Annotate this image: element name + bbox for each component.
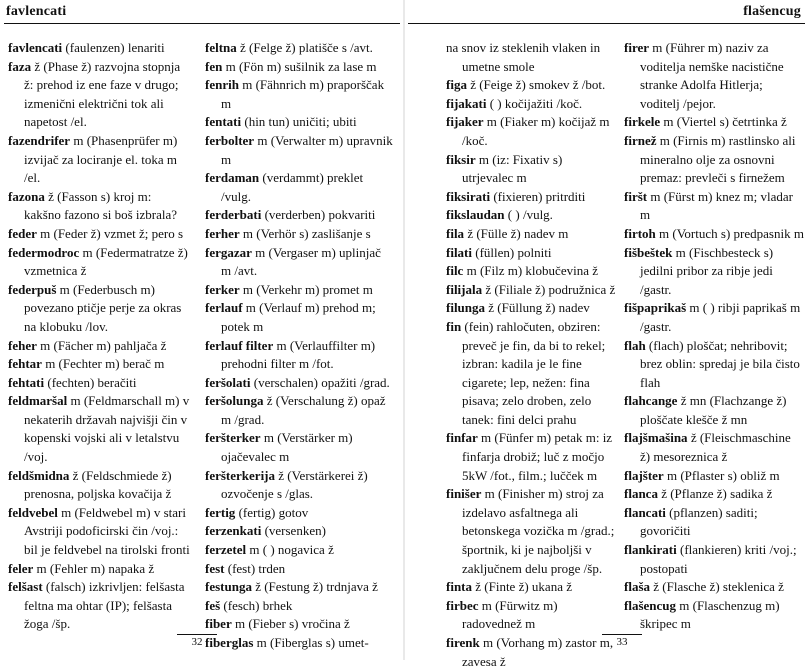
entry-definition: m (Flaschenzug m) škripec m <box>640 597 780 632</box>
entry-definition: ž (Fülle ž) nadev m <box>464 225 569 241</box>
entry-headword: finišer <box>446 486 482 502</box>
entry-headword: finta <box>446 579 472 595</box>
entry-headword: fišbeštek <box>624 244 673 260</box>
entry-definition: m (Führer m) naziv za voditelja nemške nacistične stranke Adolfa Hitlerja; voditelj /pejor. <box>640 40 784 111</box>
entry-headword: fen <box>205 58 223 74</box>
dictionary-entry <box>205 560 393 579</box>
entry-headword: federpuš <box>8 281 57 297</box>
entry-definition: m (Verwalter m) upravnik m <box>221 132 393 167</box>
dictionary-entry <box>624 132 804 188</box>
dictionary-entry <box>446 578 616 597</box>
entry-definition: (flankieren) kriti /voj.; postopati <box>640 542 797 576</box>
entry-definition: m (Fechter m) berač m <box>41 356 165 372</box>
entry-definition: m (Federmatratze ž) vzmetnica ž <box>24 244 188 279</box>
dictionary-entry <box>446 151 616 188</box>
dictionary-entry <box>624 113 804 132</box>
entry-headword: fila <box>446 225 465 241</box>
dictionary-entry <box>624 541 804 578</box>
entry-headword: ferzetel <box>205 542 247 558</box>
dictionary-entry <box>624 39 804 113</box>
entry-definition: m (Feldwebel m) v stari Avstriji podoficirski čin /voj.: bil je feldvebel na tirolski fronti <box>24 504 190 558</box>
entry-headword: flajšter <box>624 467 664 483</box>
dictionary-entry <box>8 281 191 337</box>
dictionary-entry <box>8 355 191 374</box>
dictionary-entry <box>624 337 804 393</box>
entry-definition: ž (Festung ž) trdnjava ž <box>251 579 378 595</box>
entry-headword: felšast <box>8 579 43 595</box>
entry-headword: firnež <box>624 132 657 148</box>
entry-headword: faza <box>8 58 32 74</box>
entry-headword: flašencug <box>624 597 676 613</box>
entry-headword: festunga <box>205 579 252 595</box>
entry-headword: fenrih <box>205 77 239 93</box>
entry-headword: flancati <box>624 504 666 520</box>
entry-definition: m (Vergaser m) uplinjač m /avt. <box>221 244 381 279</box>
entry-definition: m (Fieber s) vročina ž <box>231 616 350 632</box>
entry-definition: (falsch) izkrivljen: felšasta feltna ma ohtar (IP); felšasta žoga /šp. <box>24 579 185 632</box>
entry-headword: fišpaprikaš <box>624 300 687 316</box>
entry-definition: (versenken) <box>261 523 326 539</box>
entry-headword: feršolunga <box>205 393 264 409</box>
entry-definition: m (Verhör s) zaslišanje s <box>239 225 371 241</box>
dictionary-entry <box>8 560 191 579</box>
entry-definition: (pflanzen) saditi; govoričiti <box>640 504 758 539</box>
entry-definition: ž (Filiale ž) podružnica ž <box>482 281 616 297</box>
entry-headword: ferker <box>205 281 240 297</box>
entry-headword: ferbolter <box>205 132 255 148</box>
dictionary-entry <box>446 188 616 207</box>
entry-headword: fiber <box>205 616 232 632</box>
entry-headword: firbec <box>446 597 479 613</box>
entry-headword: fergazar <box>205 244 252 260</box>
entry-headword: fikslaudan <box>446 207 505 223</box>
entry-definition: m (Fischbesteck s) jedilni pribor za ribje jedi /gastr. <box>640 244 774 297</box>
entry-definition: m (Fiaker m) kočijaž m /koč. <box>462 114 610 148</box>
entry-headword: fertig <box>205 504 236 520</box>
entry-definition: ž (Phase ž) razvojna stopnja ž: prehod iz ene faze v drugo; izmenični električni tok ali napetost /el. <box>24 58 181 130</box>
entry-definition: m ( ) ribji paprikaš m /gastr. <box>640 300 801 334</box>
dictionary-entry <box>205 113 393 132</box>
dictionary-entry <box>446 597 616 634</box>
entry-definition: (verdammt) preklet /vulg. <box>221 170 364 204</box>
page-number-right <box>602 634 642 648</box>
dictionary-entry <box>8 58 191 132</box>
dictionary-entry <box>205 467 393 504</box>
entry-definition: m (Filz m) klobučevina ž <box>463 263 598 279</box>
entry-definition: ž (Verstärkerei ž) ozvočenje s /glas. <box>221 467 368 502</box>
entry-definition: ž (Pflanze ž) sadika ž <box>657 486 773 502</box>
dictionary-entry <box>205 58 393 77</box>
entry-headword: feler <box>8 560 34 576</box>
entry-headword: feršterker <box>205 430 261 446</box>
dictionary-entry <box>446 113 616 150</box>
entry-definition: m ( ) nogavica ž <box>246 542 334 558</box>
entry-headword: fazendrifer <box>8 132 71 148</box>
entry-definition: m (Fürwitz m) radovednež m <box>462 597 558 632</box>
entry-definition: m (Federbusch m) povezano ptičje perje za okras na klobuku /lov. <box>24 281 182 334</box>
entry-headword: fest <box>205 560 225 576</box>
entry-headword: flanca <box>624 486 658 502</box>
entry-headword: flajšmašina <box>624 430 688 446</box>
dictionary-entry <box>8 392 191 466</box>
entry-definition: (fertig) gotov <box>235 504 309 520</box>
entry-headword: ferzenkati <box>205 523 262 539</box>
entry-headword: filijala <box>446 281 483 297</box>
left-page <box>0 0 404 660</box>
column-3 <box>446 39 616 671</box>
running-head-left: favlencati <box>6 4 67 19</box>
dictionary-entry <box>446 244 616 263</box>
entry-headword: fentati <box>205 114 242 130</box>
entry-definition: (verderben) pokvariti <box>261 207 376 223</box>
right-page <box>404 0 809 669</box>
dictionary-entry <box>446 299 616 318</box>
page-number-rule <box>602 634 642 635</box>
entry-headword: fiksirati <box>446 188 491 204</box>
entry-definition: m (Viertel s) četrtinka ž <box>660 114 787 130</box>
entry-headword: filc <box>446 263 464 279</box>
entry-headword: firkele <box>624 114 661 130</box>
entry-definition: m (Fächer m) pahljača ž <box>36 337 167 353</box>
dictionary-entry <box>624 597 804 634</box>
entry-definition: (fest) trden <box>224 560 286 576</box>
entry-definition: m (Feldmarschall m) v nekaterih državah najvišji čin v kopenski vojski ali v letalstvu /voj. <box>24 393 190 465</box>
entry-headword: fazona <box>8 188 45 204</box>
dictionary-entry <box>205 206 393 225</box>
dictionary-entry <box>446 225 616 244</box>
dictionary-entry <box>205 76 393 113</box>
entry-headword: feldvebel <box>8 504 58 520</box>
entry-definition: ž (Finte ž) ukana ž <box>472 579 572 595</box>
entry-definition: (füllen) polniti <box>472 244 552 260</box>
entry-definition: m (Vortuch s) predpasnik m <box>655 225 804 241</box>
entry-definition: m (Fünfer m) petak m: iz finfarja drobiž; luč z močjo 5kW /fot., film.; lučček m <box>462 430 613 483</box>
entry-definition: m (Firnis m) rastlinsko ali mineralno olje za osnovni premaz: prevleči s firnežem <box>640 132 796 186</box>
entry-definition: ž (Füllung ž) nadev <box>485 300 590 316</box>
dictionary-entry <box>205 615 393 634</box>
entry-headword: flahcange <box>624 393 678 409</box>
dictionary-entry <box>205 225 393 244</box>
entry-headword: fijaker <box>446 114 484 130</box>
page-number-label: 33 <box>616 636 628 648</box>
running-head-right: flašencug <box>743 4 801 19</box>
column-2 <box>205 39 393 653</box>
dictionary-entry <box>8 39 191 58</box>
entry-headword: firšt <box>624 188 648 204</box>
dictionary-entry <box>446 485 616 578</box>
entry-definition: ( ) kočijažiti /koč. <box>486 95 583 111</box>
dictionary-entry <box>8 244 191 281</box>
page-number-label: 32 <box>191 636 203 648</box>
entry-definition: m (Fehler m) napaka ž <box>33 560 155 576</box>
dictionary-entry <box>624 504 804 541</box>
entry-definition: ž (Fasson s) kroj m: kakšno fazono si boš izbrala? <box>24 188 178 223</box>
dictionary-entry <box>8 132 191 188</box>
entry-definition: (hin tun) uničiti; ubiti <box>241 114 357 130</box>
dictionary-entry <box>624 578 804 597</box>
entry-headword: ferdaman <box>205 170 260 186</box>
entry-headword: favlencati <box>8 40 63 55</box>
entry-definition: m (Fürst m) knez m; vladar m <box>640 188 793 223</box>
dictionary-entry <box>205 281 393 300</box>
header-rule-left <box>4 23 400 24</box>
dictionary-entry <box>8 467 191 504</box>
entry-definition: m (Fiberglas s) umet- <box>253 635 369 650</box>
entry-definition: m (Finisher m) stroj za izdelavo asfaltnega ali betonskega vozička m /grad.; športnik, ki je najboljši v zaključnem delu proge /šp. <box>462 486 615 576</box>
dictionary-entry <box>8 504 191 560</box>
dictionary-entry <box>205 634 393 653</box>
page-number-rule <box>177 634 217 635</box>
entry-headword: finfar <box>446 430 478 446</box>
entry-headword: federmodroc <box>8 244 80 260</box>
entry-headword: feldšmidna <box>8 467 70 483</box>
dictionary-entry <box>205 504 393 523</box>
entry-headword: feršolati <box>205 374 251 390</box>
entry-definition: (fixieren) pritrditi <box>490 188 586 204</box>
column-1 <box>8 39 191 634</box>
dictionary-entry <box>8 374 191 393</box>
dictionary-entry <box>446 318 616 430</box>
dictionary-entry <box>205 597 393 616</box>
dictionary-entry <box>446 262 616 281</box>
dictionary-entry <box>624 429 804 466</box>
entry-headword: flah <box>624 337 646 353</box>
dictionary-entry <box>205 541 393 560</box>
dictionary-entry <box>8 225 191 244</box>
column-4 <box>624 39 804 634</box>
dictionary-entry <box>624 225 804 244</box>
dictionary-entry <box>446 206 616 225</box>
dictionary-entry <box>624 392 804 429</box>
dictionary-entry <box>446 39 616 76</box>
dictionary-entry <box>624 485 804 504</box>
dictionary-entry <box>205 522 393 541</box>
entry-definition: ( ) /vulg. <box>504 207 553 223</box>
entry-headword: fiberglas <box>205 635 254 650</box>
entry-definition: (flach) ploščat; nehribovit; brez oblin: spredaj je bila čisto flah <box>640 337 800 390</box>
entry-definition: ž (Verschalung ž) opaž m /grad. <box>221 393 386 427</box>
dictionary-entry <box>205 132 393 169</box>
entry-definition: m (Fön m) sušilnik za lase m <box>222 58 377 74</box>
entry-headword: firer <box>624 40 650 55</box>
entry-definition: m (Verkehr m) promet m <box>239 281 373 297</box>
entry-definition: ž (Feige ž) smokev ž /bot. <box>466 77 606 93</box>
entry-headword: feder <box>8 225 37 241</box>
entry-headword: filunga <box>446 300 486 316</box>
entry-headword: feltna <box>205 40 237 55</box>
dictionary-entry <box>205 429 393 466</box>
dictionary-entry <box>205 374 393 393</box>
dictionary-entry <box>8 188 191 225</box>
dictionary-entry <box>205 337 393 374</box>
entry-definition: ž (Felge ž) platišče s /avt. <box>236 40 373 55</box>
entry-definition: m (Verstärker m) ojačevalec m <box>221 430 353 465</box>
entry-definition: m (Verlauf m) prehod m; potek m <box>221 300 376 334</box>
entry-headword: feš <box>205 597 221 613</box>
dictionary-entry <box>205 169 393 206</box>
dictionary-entry <box>446 76 616 95</box>
dictionary-entry <box>205 578 393 597</box>
entry-definition: m (Phasenprüfer m) izvijač za lociranje el. toka m /el. <box>24 132 178 186</box>
entry-headword: feldmaršal <box>8 393 68 409</box>
entry-definition: m (Pflaster s) obliž m <box>663 467 780 483</box>
entry-definition: (verschalen) opažiti /grad. <box>250 374 390 390</box>
entry-headword: flaša <box>624 579 650 595</box>
entry-definition: ž mn (Flachzange ž) ploščate klešče ž mn <box>640 393 787 427</box>
entry-definition: ž (Feldschmiede ž) prenosna, poljska kovačija ž <box>24 467 172 502</box>
entry-headword: feršterkerija <box>205 467 276 483</box>
entry-headword: firenk <box>446 635 480 650</box>
entry-headword: fehtati <box>8 374 45 390</box>
entry-headword: figa <box>446 77 467 93</box>
entry-definition: m (Fähnrich m) praporščak m <box>221 77 385 111</box>
page-number-left <box>177 634 217 648</box>
dictionary-entry <box>446 634 616 671</box>
entry-headword: firtoh <box>624 225 656 241</box>
entry-headword: fiksir <box>446 151 476 167</box>
entry-definition: m (Feder ž) vzmet ž; pero s <box>36 225 184 241</box>
header-rule-right <box>408 23 805 24</box>
dictionary-entry <box>205 244 393 281</box>
entry-headword: fehtar <box>8 356 42 372</box>
entry-definition: m (iz: Fixativ s) utrjevalec m <box>462 151 563 186</box>
entry-definition: (fesch) brhek <box>220 597 293 613</box>
entry-headword: ferlauf filter <box>205 337 274 353</box>
dictionary-entry <box>624 188 804 225</box>
entry-headword: filati <box>446 244 472 260</box>
entry-headword: fin <box>446 318 462 334</box>
dictionary-entry <box>446 429 616 485</box>
entry-headword: ferher <box>205 225 240 241</box>
dictionary-entry <box>446 95 616 114</box>
dictionary-entry <box>205 39 393 58</box>
entry-definition: m (Verlauffilter m) prehodni filter m /fot. <box>221 337 376 372</box>
entry-definition: (faulenzen) lenariti <box>62 40 165 55</box>
entry-definition: ž (Flasche ž) steklenica ž <box>650 579 784 595</box>
dictionary-entry <box>205 392 393 429</box>
entry-definition: (fein) rahločuten, obziren: preveč je fin, da bi to rekel; izbran: kadila je le fine cigarete; lep, nežen: fina pisava; zelo droben, zelo tanek: fini delci prahu <box>461 318 606 427</box>
dictionary-entry <box>8 578 191 634</box>
dictionary-entry <box>205 299 393 336</box>
entry-definition: ž (Fleischmaschine ž) mesoreznica ž <box>640 430 791 465</box>
entry-headword: fijakati <box>446 95 487 111</box>
entry-headword: ferderbati <box>205 207 262 223</box>
entry-definition: (fechten) beračiti <box>44 374 137 390</box>
entry-headword: feher <box>8 337 37 353</box>
dictionary-entry <box>624 244 804 300</box>
dictionary-entry <box>446 281 616 300</box>
entry-definition: m (Vorhang m) zastor m, zavesa ž <box>462 635 614 669</box>
entry-headword: ferlauf <box>205 300 243 316</box>
dictionary-entry <box>8 337 191 356</box>
dictionary-entry <box>624 299 804 336</box>
dictionary-entry <box>624 467 804 486</box>
entry-definition: na snov iz steklenih vlaken in umetne smole <box>446 40 601 74</box>
entry-headword: flankirati <box>624 542 677 558</box>
